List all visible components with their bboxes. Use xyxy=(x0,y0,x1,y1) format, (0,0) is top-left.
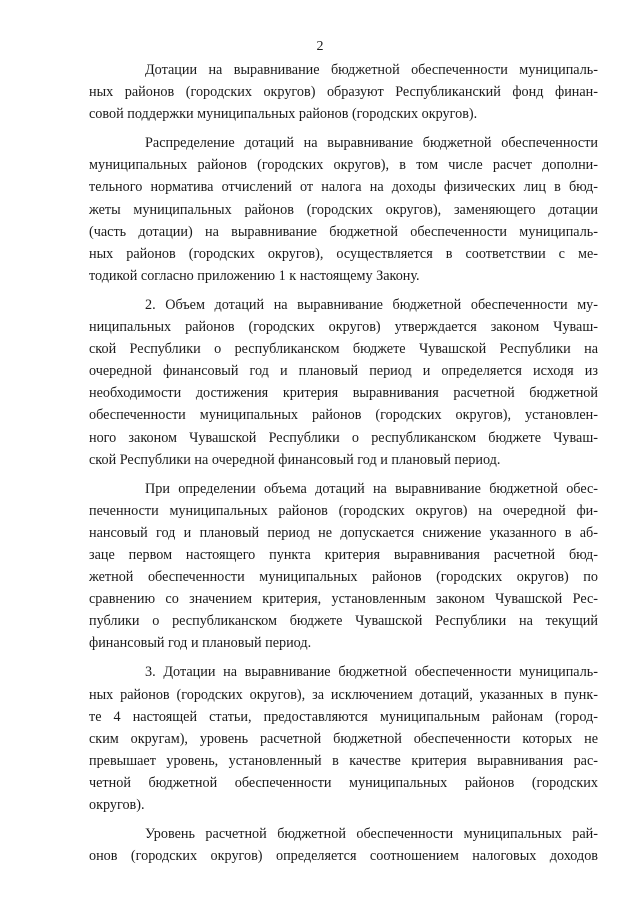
text-line: те 4 настоящей статьи, предоставляются муниципальным районам (город- xyxy=(89,708,598,725)
text-line: Дотации на выравнивание бюджетной обеспеченности муниципаль- xyxy=(145,62,598,78)
text-line: заце первом настоящего пункта критерия выравнивания расчетной бюд- xyxy=(89,546,598,563)
text-line: тельного норматива отчислений от налога на доходы физических лиц в бюд- xyxy=(89,179,598,196)
text-line: превышает уровень, установленный в качестве критерия выравнивания рас- xyxy=(89,752,598,769)
text-line: ской Республики на очередной финансовый год и плановый период. xyxy=(89,451,501,468)
paragraph xyxy=(89,823,598,867)
text-line: ных районов (городских округов) образуют Республиканский фонд финан- xyxy=(89,84,598,101)
text-line: (часть дотации) на выравнивание бюджетной обеспеченности муниципаль- xyxy=(89,223,598,240)
text-line: жетной обеспеченности муниципальных районов (городских округов) по xyxy=(89,569,598,586)
paragraph xyxy=(89,661,598,816)
text-line: ским округам), уровень расчетной бюджетной обеспеченности которых не xyxy=(89,730,598,747)
text-line: округов). xyxy=(89,797,145,813)
text-line: совой поддержки муниципальных районов (городских округов). xyxy=(89,106,478,123)
text-line: печенности муниципальных районов (городских округов) на очередной фи- xyxy=(89,502,598,519)
text-line: финансовый год и плановый период. xyxy=(89,635,312,652)
text-line: жеты муниципальных районов (городских округов), заменяющего дотации xyxy=(89,201,598,218)
text-line: Распределение дотаций на выравнивание бюджетной обеспеченности xyxy=(145,135,598,152)
paragraph xyxy=(89,132,598,287)
text-line: тодикой согласно приложению 1 к настоящему Закону. xyxy=(89,267,420,284)
text-line: сравнению со значением критерия, установленным законом Чувашской Рес- xyxy=(89,591,598,608)
text-line: ного законом Чувашской Республики о республиканском бюджете Чуваш- xyxy=(89,429,598,446)
text-line: онов (городских округов) определяется соотношением налоговых доходов xyxy=(89,848,598,865)
paragraph xyxy=(89,59,598,125)
text-line: ных районов (городских округов), за исключением дотаций, указанных в пунк- xyxy=(89,686,598,703)
paragraph xyxy=(89,294,598,471)
paragraph xyxy=(89,478,598,655)
text-line: муниципальных районов (городских округов), в том числе расчет дополни- xyxy=(89,157,598,174)
document-body xyxy=(89,59,598,867)
page-number: 2 xyxy=(316,39,324,54)
text-line: необходимости достижения критерия выравнивания расчетной бюджетной xyxy=(89,385,598,402)
text-line: нансовый год и плановый период не допускается снижение указанного в аб- xyxy=(89,524,598,541)
text-line: 2. Объем дотаций на выравнивание бюджетной обеспеченности му- xyxy=(145,296,598,313)
text-line: Уровень расчетной бюджетной обеспеченности муниципальных рай- xyxy=(145,826,598,843)
text-line: четной бюджетной обеспеченности муниципальных районов (городских xyxy=(89,774,598,791)
text-line: ниципальных районов (городских округов) утверждается законом Чуваш- xyxy=(89,319,598,336)
text-line: обеспеченности муниципальных районов (городских округов), установлен- xyxy=(89,407,598,424)
text-line: публики о республиканском бюджете Чувашской Республики на текущий xyxy=(89,613,598,630)
text-line: ных районов (городских округов), осуществляется в соответствии с ме- xyxy=(89,245,598,262)
text-line: 3. Дотации на выравнивание бюджетной обеспеченности муниципаль- xyxy=(145,664,598,681)
text-line: очередной финансовый год и плановый период и определяется исходя из xyxy=(89,363,598,380)
text-line: ской Республики о республиканском бюджете Чувашской Республики на xyxy=(89,341,598,358)
text-line: При определении объема дотаций на выравнивание бюджетной обес- xyxy=(145,480,598,497)
